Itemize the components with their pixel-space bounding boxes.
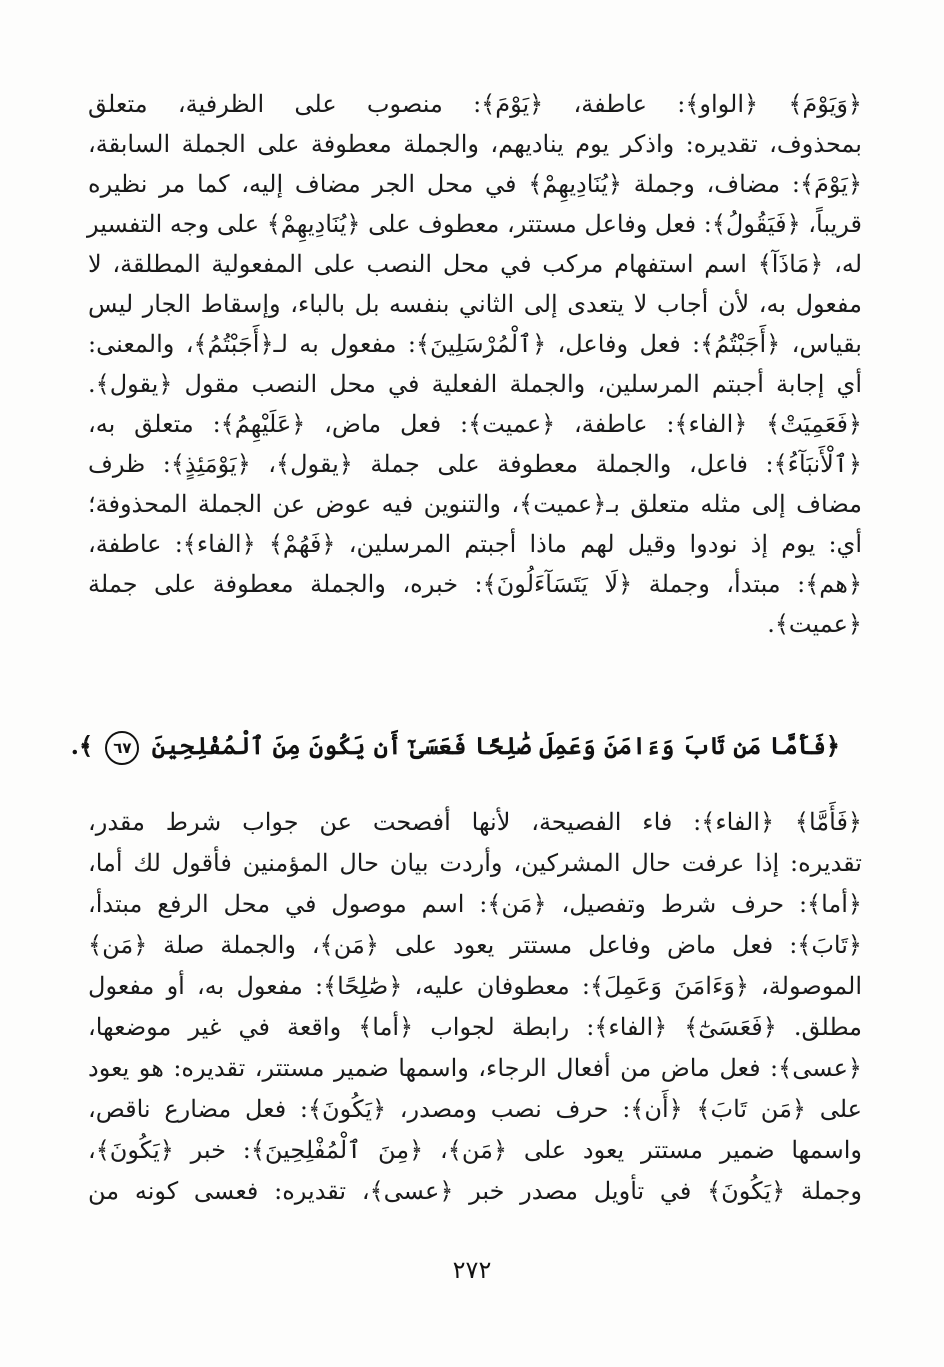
text-line: ﴿تَابَ﴾: فعل ماض وفاعل مستتر يعود على ﴿مَن﴾، والجملة صلة ﴿مَن﴾ bbox=[88, 931, 862, 959]
text-line: مفعول به، لأن أجاب لا يتعدى إلى الثاني بنفسه بل بالباء، وإسقاط الجار ليس bbox=[88, 290, 862, 318]
text-line: ﴿عميت﴾. bbox=[767, 610, 862, 638]
text-line: ﴿ٱلْأَنبَآءُ﴾: فاعل، والجملة معطوفة على جملة ﴿يقول﴾، ﴿يَوْمَئِذٍ﴾: ظرف bbox=[88, 450, 862, 478]
text-line: تقديره: إذا عرفت حال المشركين، وأردت بيان حال المؤمنين فأقول لك أما، bbox=[88, 849, 862, 877]
text-line: ﴿عسى﴾: فعل ماض من أفعال الرجاء، واسمها ضمير مستتر، تقديره: هو يعود bbox=[88, 1054, 862, 1082]
text-line: قريباً، ﴿فَيَقُولُ﴾: فعل وفاعل مستتر، معطوف على ﴿يُنَادِيهِمْ﴾ على وجه التفسير bbox=[87, 210, 862, 238]
text-line: أي إجابة أجبتم المرسلين، والجملة الفعلية في محل النصب مقول ﴿يقول﴾. bbox=[88, 370, 862, 398]
text-line: ﴿هم﴾: مبتدأ، وجملة ﴿لَا يَتَسَآءَلُونَ﴾: خبره، والجملة معطوفة على جملة bbox=[88, 570, 862, 598]
verse-closing-bracket: ﴾. bbox=[70, 731, 94, 760]
text-line: على ﴿مَن تَابَ﴾ ﴿أَن﴾: حرف نصب ومصدر، ﴿يَكُونَ﴾: فعل مضارع ناقص، bbox=[88, 1095, 862, 1123]
text-line: ﴿يَوْمَ﴾: مضاف، وجملة ﴿يُنَادِيهِمْ﴾ في محل الجر مضاف إليه، كما مر نظيره bbox=[88, 170, 863, 198]
text-line: مطلق. ﴿فَعَسَىٰٓ﴾ ﴿الفاء﴾: رابطة لجواب ﴿أما﴾ واقعة في غير موضعها، bbox=[88, 1013, 862, 1041]
text-line: بقياس، ﴿أَجَبْتُمُ﴾: فعل وفاعل، ﴿ٱلْمُرْسَلِينَ﴾: مفعول به لـ﴿أَجَبْتُمُ﴾، والمعنى: bbox=[88, 330, 862, 358]
quran-verse bbox=[70, 724, 840, 768]
verse-number-badge: ٦٧ bbox=[105, 731, 139, 765]
text-line: مضاف إلى مثله متعلق بـ﴿عميت﴾، والتنوين فيه عوض عن الجملة المحذوفة؛ bbox=[88, 490, 862, 518]
text-line: أي: يوم إذ نودوا وقيل لهم ماذا أجبتم المرسلين، ﴿فَهُمْ﴾ ﴿الفاء﴾: عاطفة، bbox=[88, 530, 863, 558]
text-line: ﴿فَأَمَّا﴾ ﴿الفاء﴾: فاء الفصيحة، لأنها أفصحت عن جواب شرط مقدر، bbox=[88, 808, 862, 836]
text-line: ﴿أما﴾: حرف شرط وتفصيل، ﴿مَن﴾: اسم موصول في محل الرفع مبتدأ، bbox=[88, 890, 862, 918]
text-line: وجملة ﴿يَكُونَ﴾ في تأويل مصدر خبر ﴿عسى﴾، تقديره: فعسى كونه من bbox=[88, 1177, 862, 1205]
text-line: له، ﴿مَاذَآ﴾ اسم استفهام مركب في محل النصب على المفعولية المطلقة، لا bbox=[88, 250, 863, 278]
text-line: الموصولة، ﴿وَءَامَنَ وَعَمِلَ﴾: معطوفان عليه، ﴿صَٰلِحًا﴾: مفعول به، أو مفعول bbox=[88, 972, 862, 1000]
text-line: واسمها ضمير مستتر يعود على ﴿مَن﴾، ﴿مِنَ ٱلْمُفْلِحِينَ﴾: خبر ﴿يَكُونَ﴾، bbox=[88, 1136, 862, 1164]
text-line: ﴿وَيَوْمَ﴾ ﴿الواو﴾: عاطفة، ﴿يَوْمَ﴾: منصوب على الظرفية، متعلق bbox=[88, 90, 862, 118]
verse-text: ﴿فَأَمَّا مَن تَابَ وَءَامَنَ وَعَمِلَ صَٰلِحًا فَعَسَىٰٓ أَن يَكُونَ مِنَ ٱلْمُفْلِحِينَ bbox=[151, 731, 840, 760]
text-line: ﴿فَعَمِيَتْ﴾ ﴿الفاء﴾: عاطفة، ﴿عميت﴾: فعل ماض، ﴿عَلَيْهِمُ﴾: متعلق به، bbox=[88, 410, 862, 438]
text-line: بمحذوف، تقديره: واذكر يوم يناديهم، والجملة معطوفة على الجملة السابقة، bbox=[88, 130, 862, 158]
page-number: ٢٧٢ bbox=[452, 1256, 492, 1284]
